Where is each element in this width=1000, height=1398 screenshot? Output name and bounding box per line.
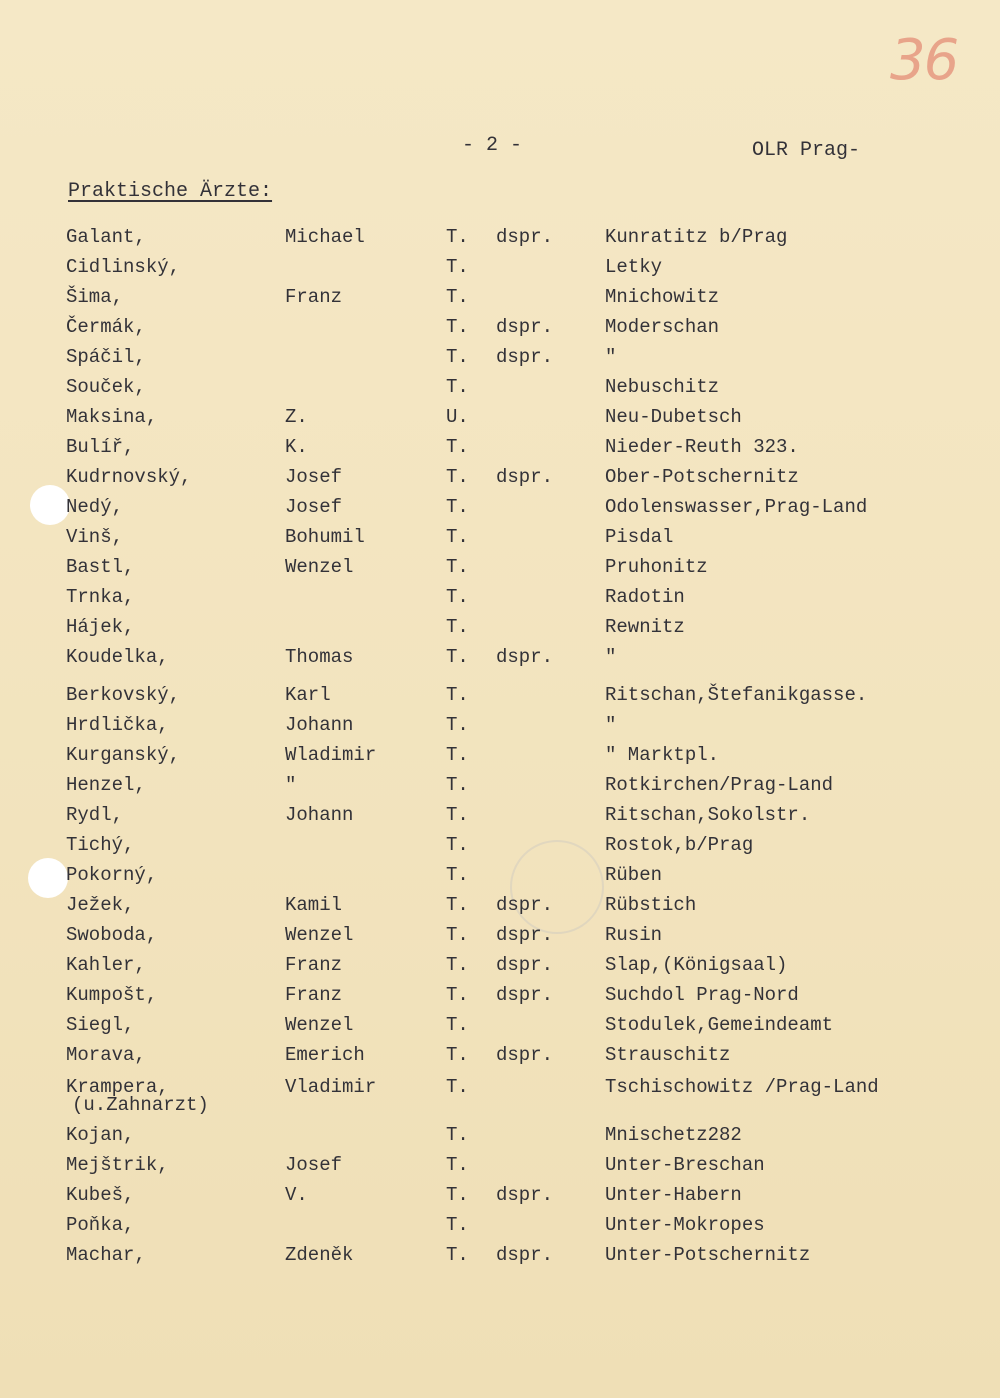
location: Rotkirchen/Prag-Land xyxy=(605,774,834,796)
location: Rüben xyxy=(605,864,663,886)
list-row xyxy=(0,406,1000,434)
type-code: T. xyxy=(446,714,469,736)
location: Rusin xyxy=(605,924,663,946)
type-code: T. xyxy=(446,1244,469,1266)
first-name: Wenzel xyxy=(285,556,354,578)
location: Letky xyxy=(605,256,663,278)
surname: Rydl, xyxy=(66,804,124,826)
type-code: T. xyxy=(446,1124,469,1146)
first-name: Z. xyxy=(285,406,308,428)
first-name: Josef xyxy=(285,466,343,488)
type-code: T. xyxy=(446,526,469,548)
type-code: T. xyxy=(446,804,469,826)
type-code: T. xyxy=(446,924,469,946)
location: Unter-Mokropes xyxy=(605,1214,765,1236)
first-name: Josef xyxy=(285,1154,343,1176)
list-row xyxy=(0,1044,1000,1072)
surname: Kojan, xyxy=(66,1124,135,1146)
surname: Kahler, xyxy=(66,954,146,976)
surname: Kubeš, xyxy=(66,1184,135,1206)
surname: Poňka, xyxy=(66,1214,135,1236)
list-row xyxy=(0,1154,1000,1182)
location: Rübstich xyxy=(605,894,697,916)
surname: Trnka, xyxy=(66,586,135,608)
dspr-mark: dspr. xyxy=(496,226,554,248)
list-row xyxy=(0,346,1000,374)
type-code: T. xyxy=(446,774,469,796)
surname: Kumpošt, xyxy=(66,984,158,1006)
surname: Henzel, xyxy=(66,774,146,796)
location: Odolenswasser,Prag-Land xyxy=(605,496,868,518)
surname: Berkovský, xyxy=(66,684,181,706)
surname: Šima, xyxy=(66,286,124,308)
dspr-mark: dspr. xyxy=(496,954,554,976)
first-name: Zdeněk xyxy=(285,1244,354,1266)
surname: Čermák, xyxy=(66,316,146,338)
type-code: T. xyxy=(446,684,469,706)
surname: Bulíř, xyxy=(66,436,135,458)
location: " Marktpl. xyxy=(605,744,720,766)
dspr-mark: dspr. xyxy=(496,646,554,668)
first-name: " xyxy=(285,774,297,796)
type-code: T. xyxy=(446,1214,469,1236)
list-row xyxy=(0,526,1000,554)
type-code: T. xyxy=(446,586,469,608)
location: Ober-Potschernitz xyxy=(605,466,799,488)
type-code: T. xyxy=(446,256,469,278)
surname: Souček, xyxy=(66,376,146,398)
dspr-mark: dspr. xyxy=(496,1244,554,1266)
surname: Hájek, xyxy=(66,616,135,638)
list-row xyxy=(0,954,1000,982)
list-row xyxy=(0,646,1000,674)
type-code: T. xyxy=(446,744,469,766)
dspr-mark: dspr. xyxy=(496,316,554,338)
location: " xyxy=(605,646,617,668)
list-row xyxy=(0,436,1000,464)
location: Slap,(Königsaal) xyxy=(605,954,788,976)
list-row xyxy=(0,924,1000,952)
first-name: V. xyxy=(285,1184,308,1206)
location: Ritschan,Sokolstr. xyxy=(605,804,811,826)
surname: Swoboda, xyxy=(66,924,158,946)
location: Rostok,b/Prag xyxy=(605,834,754,856)
surname: Morava, xyxy=(66,1044,146,1066)
type-code: T. xyxy=(446,346,469,368)
type-code: T. xyxy=(446,376,469,398)
folio-number: 36 xyxy=(890,28,958,93)
surname: Ježek, xyxy=(66,894,135,916)
first-name: Franz xyxy=(285,286,343,308)
office-label: OLR Prag- xyxy=(752,139,861,162)
first-name: Wladimir xyxy=(285,744,377,766)
type-code: T. xyxy=(446,864,469,886)
location: Pisdal xyxy=(605,526,674,548)
location: Kunratitz b/Prag xyxy=(605,226,788,248)
location: Neu-Dubetsch xyxy=(605,406,742,428)
page-number: - 2 - xyxy=(462,134,523,157)
surname: Kudrnovský, xyxy=(66,466,192,488)
location: Strauschitz xyxy=(605,1044,731,1066)
surname: Siegl, xyxy=(66,1014,135,1036)
location: Nebuschitz xyxy=(605,376,720,398)
first-name: Bohumil xyxy=(285,526,365,548)
location: Moderschan xyxy=(605,316,720,338)
section-title: Praktische Ärzte: xyxy=(68,180,273,203)
location: " xyxy=(605,714,617,736)
location: Tschischowitz /Prag-Land xyxy=(605,1076,879,1098)
list-row xyxy=(0,316,1000,344)
list-row xyxy=(0,466,1000,494)
type-code: T. xyxy=(446,1044,469,1066)
surname: Spáčil, xyxy=(66,346,146,368)
first-name: Josef xyxy=(285,496,343,518)
type-code: T. xyxy=(446,226,469,248)
location: Unter-Potschernitz xyxy=(605,1244,811,1266)
surname: Kurganský, xyxy=(66,744,181,766)
location: Pruhonitz xyxy=(605,556,708,578)
surname: Machar, xyxy=(66,1244,146,1266)
list-row xyxy=(0,496,1000,524)
list-row xyxy=(0,684,1000,712)
list-row xyxy=(0,1124,1000,1152)
type-code: T. xyxy=(446,1014,469,1036)
type-code: T. xyxy=(446,984,469,1006)
list-row xyxy=(0,1014,1000,1042)
first-name: Emerich xyxy=(285,1044,365,1066)
list-row xyxy=(0,864,1000,892)
surname: Krampera, xyxy=(66,1076,169,1098)
first-name: Franz xyxy=(285,954,343,976)
list-row xyxy=(0,744,1000,772)
surname: Cidlinský, xyxy=(66,256,181,278)
dspr-mark: dspr. xyxy=(496,466,554,488)
dspr-mark: dspr. xyxy=(496,1184,554,1206)
dspr-mark: dspr. xyxy=(496,984,554,1006)
first-name: Michael xyxy=(285,226,365,248)
type-code: U. xyxy=(446,406,469,428)
first-name: Wenzel xyxy=(285,1014,354,1036)
type-code: T. xyxy=(446,496,469,518)
first-name: Wenzel xyxy=(285,924,354,946)
list-row xyxy=(0,834,1000,862)
type-code: T. xyxy=(446,646,469,668)
first-name: Kamil xyxy=(285,894,343,916)
location: Suchdol Prag-Nord xyxy=(605,984,799,1006)
list-row xyxy=(0,984,1000,1012)
first-name: Franz xyxy=(285,984,343,1006)
dspr-mark: dspr. xyxy=(496,1044,554,1066)
list-row xyxy=(0,286,1000,314)
type-code: T. xyxy=(446,436,469,458)
type-code: T. xyxy=(446,834,469,856)
type-code: T. xyxy=(446,954,469,976)
first-name: Karl xyxy=(285,684,331,706)
dspr-mark: dspr. xyxy=(496,894,554,916)
list-row xyxy=(0,586,1000,614)
location: Radotin xyxy=(605,586,685,608)
first-name: Johann xyxy=(285,804,354,826)
first-name: Thomas xyxy=(285,646,354,668)
surname: Maksina, xyxy=(66,406,158,428)
type-code: T. xyxy=(446,316,469,338)
list-row xyxy=(0,256,1000,284)
type-code: T. xyxy=(446,466,469,488)
krampera-note: (u.Zahnarzt) xyxy=(72,1094,209,1116)
location: Mnichowitz xyxy=(605,286,720,308)
dspr-mark: dspr. xyxy=(496,924,554,946)
list-row xyxy=(0,894,1000,922)
location: Stodulek,Gemeindeamt xyxy=(605,1014,834,1036)
list-row xyxy=(0,226,1000,254)
list-row xyxy=(0,616,1000,644)
list-row xyxy=(0,804,1000,832)
list-row xyxy=(0,714,1000,742)
surname: Tichý, xyxy=(66,834,135,856)
list-row xyxy=(0,774,1000,802)
surname: Bastl, xyxy=(66,556,135,578)
location: Mnischetz282 xyxy=(605,1124,742,1146)
type-code: T. xyxy=(446,616,469,638)
list-row xyxy=(0,1244,1000,1272)
surname: Galant, xyxy=(66,226,146,248)
surname: Koudelka, xyxy=(66,646,169,668)
surname: Hrdlička, xyxy=(66,714,169,736)
type-code: T. xyxy=(446,1184,469,1206)
surname: Vinš, xyxy=(66,526,124,548)
surname: Pokorný, xyxy=(66,864,158,886)
first-name: K. xyxy=(285,436,308,458)
type-code: T. xyxy=(446,1154,469,1176)
first-name: Johann xyxy=(285,714,354,736)
type-code: T. xyxy=(446,894,469,916)
type-code: T. xyxy=(446,286,469,308)
list-row xyxy=(0,1184,1000,1212)
dspr-mark: dspr. xyxy=(496,346,554,368)
list-row xyxy=(0,556,1000,584)
location: " xyxy=(605,346,617,368)
location: Unter-Habern xyxy=(605,1184,742,1206)
location: Unter-Breschan xyxy=(605,1154,765,1176)
type-code: T. xyxy=(446,1076,469,1098)
surname: Mejštrik, xyxy=(66,1154,169,1176)
type-code: T. xyxy=(446,556,469,578)
location: Rewnitz xyxy=(605,616,685,638)
location: Nieder-Reuth 323. xyxy=(605,436,799,458)
first-name: Vladimir xyxy=(285,1076,377,1098)
surname: Nedý, xyxy=(66,496,124,518)
location: Ritschan,Štefanikgasse. xyxy=(605,684,868,706)
list-row xyxy=(0,1214,1000,1242)
list-row xyxy=(0,376,1000,404)
